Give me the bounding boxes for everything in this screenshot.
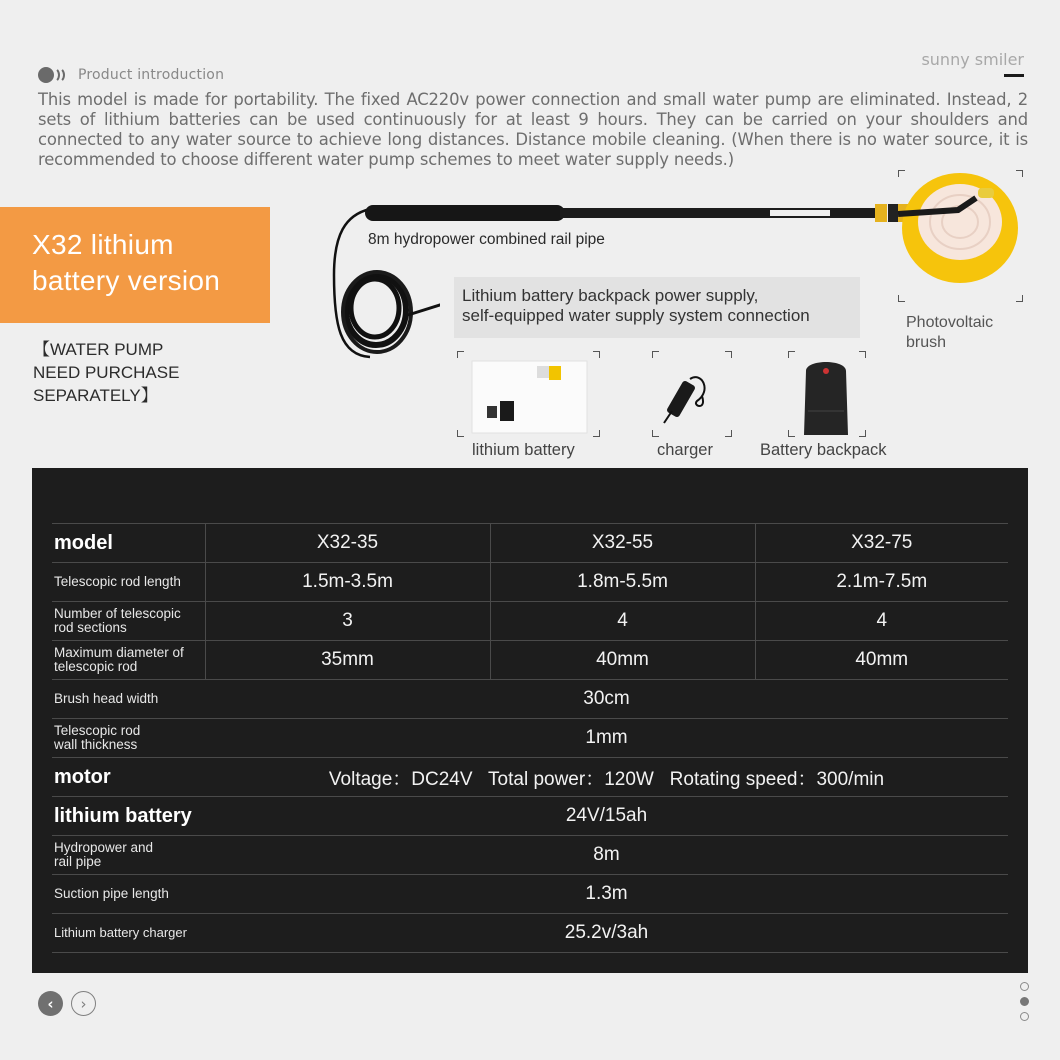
table-row (52, 797, 1008, 836)
row-value: Voltage：DC24V Total power：120W Rotating speed：300/min (205, 758, 1008, 797)
accessory-label-battery: lithium battery (472, 441, 575, 459)
pump-note-line-1: 【WATER PUMP (33, 340, 164, 359)
telescopic-rod-icon (360, 200, 920, 230)
row-value: 1.3m (205, 875, 1008, 914)
sound-wave-icon (38, 66, 70, 84)
table-row (52, 602, 1008, 641)
table-header-row (52, 524, 1008, 563)
intro-paragraph: This model is made for portability. The fixed AC220v power connection and small water pump are eliminated. Instead, 2 sets of lithium batteries can be used continuously for at least 9 hours. They can be carried on your shoulders and connected to any water source to achieve long distances. Distance mobile cleaning. (When there is no water source, it is recommended to choose different water pump schemes to meet water supply needs.) (38, 90, 1028, 169)
callout-line-2: self-equipped water supply system connection (462, 306, 810, 325)
photovoltaic-brush-image (898, 170, 1023, 302)
spec-panel (32, 468, 1028, 973)
table-row (52, 719, 1008, 758)
row-label: Number of telescopic rod sections (52, 602, 205, 641)
prev-button[interactable] (38, 991, 63, 1016)
brush-icon (898, 170, 1023, 302)
accessory-label-backpack: Battery backpack (760, 441, 887, 459)
row-label: Suction pipe length (52, 875, 205, 914)
section-header (38, 66, 224, 84)
battery-icon (457, 351, 600, 437)
carousel-nav (38, 991, 96, 1016)
brush-label-line-1: Photovoltaic (906, 314, 994, 331)
callout-line-1: Lithium battery backpack power supply, (462, 286, 759, 305)
power-supply-callout (454, 277, 860, 338)
page-dot-1[interactable] (1020, 982, 1029, 991)
page-indicator (1020, 982, 1029, 1021)
brand-name: sunny smiler (921, 50, 1024, 69)
table-row (52, 836, 1008, 875)
table-row (52, 914, 1008, 953)
table-row (52, 641, 1008, 680)
brush-label-line-2: brush (906, 334, 947, 351)
chevron-left-icon: ‹ (47, 994, 54, 1013)
charger-icon (652, 351, 732, 437)
section-title: Product introduction (78, 67, 225, 83)
table-row (52, 563, 1008, 602)
row-label: Brush head width (52, 680, 205, 719)
row-value: 1.8m-5.5m (490, 563, 755, 602)
water-pump-note (33, 338, 179, 407)
row-value: 1mm (205, 719, 1008, 758)
brand-underline (1004, 74, 1024, 77)
backpack-icon (788, 351, 866, 437)
row-label: Hydropower and rail pipe (52, 836, 205, 875)
pump-note-line-2: NEED PURCHASE (33, 363, 180, 382)
row-value: 40mm (490, 641, 755, 680)
accessory-charger (652, 351, 732, 437)
row-label: motor (52, 758, 205, 797)
row-label: Telescopic rod length (52, 563, 205, 602)
accessory-label-charger: charger (657, 441, 713, 459)
row-value: 4 (490, 602, 755, 641)
brand-logo (921, 50, 1024, 77)
accessory-lithium-battery (457, 351, 600, 437)
table-row (52, 680, 1008, 719)
version-banner (0, 207, 270, 323)
banner-line-2: battery version (32, 265, 221, 296)
row-value: 24V/15ah (205, 797, 1008, 836)
chevron-right-icon: › (80, 994, 87, 1013)
page-dot-3[interactable] (1020, 1012, 1029, 1021)
row-value: 40mm (755, 641, 1008, 680)
row-label: Maximum diameter of telescopic rod (52, 641, 205, 680)
row-label: lithium battery (52, 797, 205, 836)
table-header-col: X32-55 (490, 524, 755, 563)
row-value: 1.5m-3.5m (205, 563, 490, 602)
table-header-col: X32-75 (755, 524, 1008, 563)
row-value: 2.1m-7.5m (755, 563, 1008, 602)
row-value: 25.2v/3ah (205, 914, 1008, 953)
row-value: 4 (755, 602, 1008, 641)
row-value: 8m (205, 836, 1008, 875)
table-header-col: X32-35 (205, 524, 490, 563)
table-row (52, 758, 1008, 797)
row-label: Lithium battery charger (52, 914, 205, 953)
row-value: 3 (205, 602, 490, 641)
spec-table (52, 523, 1008, 953)
row-value: 30cm (205, 680, 1008, 719)
row-label: Telescopic rod wall thickness (52, 719, 205, 758)
page-dot-2[interactable] (1020, 997, 1029, 1006)
next-button[interactable] (71, 991, 96, 1016)
banner-line-1: X32 lithium (32, 229, 174, 260)
table-header-label: model (52, 524, 205, 563)
brush-label (906, 313, 993, 353)
pump-note-line-3: SEPARATELY】 (33, 386, 158, 405)
table-row (52, 875, 1008, 914)
row-value: 35mm (205, 641, 490, 680)
rod-label: 8m hydropower combined rail pipe (368, 231, 605, 248)
accessory-backpack (788, 351, 866, 437)
